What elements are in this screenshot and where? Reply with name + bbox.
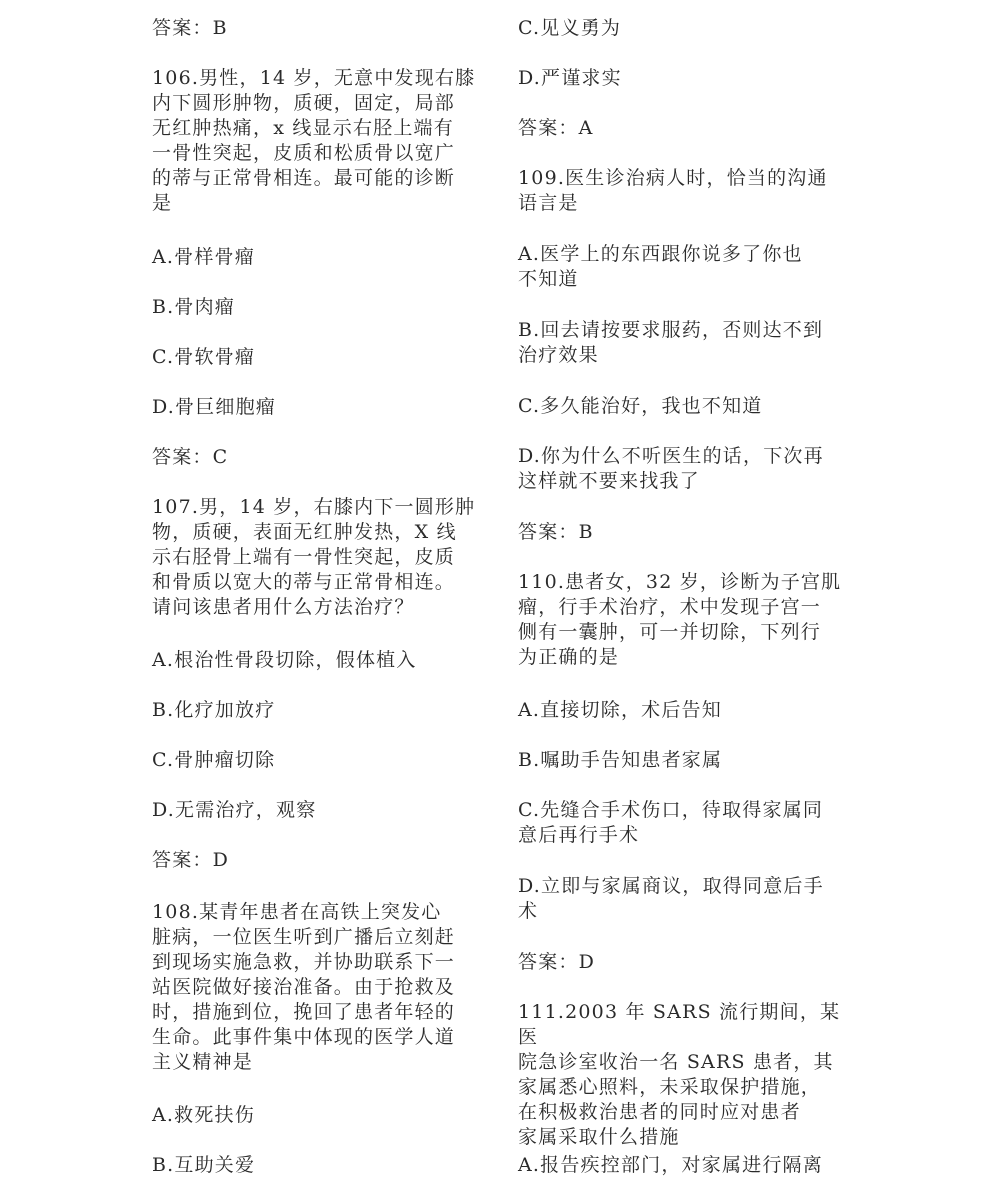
answer-106: 答案：C bbox=[152, 446, 229, 468]
answer-107: 答案：D bbox=[152, 849, 230, 871]
option-106-a: A.骨样骨瘤 bbox=[152, 246, 255, 268]
option-107-d: D.无需治疗，观察 bbox=[152, 799, 317, 821]
question-110: 110.患者女，32 岁，诊断为子宫肌 瘤，行手术治疗，术中发现子宫一 侧有一囊肿，可一并切除，下列行 为正确的是 bbox=[518, 571, 842, 668]
option-111-a: A.报告疾控部门，对家属进行隔离 bbox=[518, 1154, 823, 1176]
question-108: 108.某青年患者在高铁上突发心 脏病，一位医生听到广播后立刻赶 到现场实施急救，并协助联系下一 站医院做好接治准备。由于抢救及 时，措施到位，挽回了患者年轻的 生命。此事件集中体现的医学人道 主义精神是 bbox=[152, 901, 456, 1073]
answer-108: 答案：A bbox=[518, 117, 594, 139]
answer-105: 答案：B bbox=[152, 17, 228, 39]
question-106: 106.男性，14 岁，无意中发现右膝 内下圆形肿物，质硬，固定，局部 无红肿热痛，x 线显示右胫上端有 一骨性突起，皮质和松质骨以宽广 的蒂与正常骨相连。最可能的诊断 是 bbox=[152, 67, 476, 214]
option-108-d: D.严谨求实 bbox=[518, 67, 622, 89]
option-109-d: D.你为什么不听医生的话，下次再 这样就不要来找我了 bbox=[518, 445, 824, 492]
option-110-c: C.先缝合手术伤口，待取得家属同 意后再行手术 bbox=[518, 799, 824, 846]
option-109-a: A.医学上的东西跟你说多了你也 不知道 bbox=[518, 243, 803, 290]
option-110-a: A.直接切除，术后告知 bbox=[518, 699, 722, 721]
answer-109: 答案：B bbox=[518, 521, 594, 543]
option-110-d: D.立即与家属商议，取得同意后手 术 bbox=[518, 875, 824, 922]
question-109: 109.医生诊治病人时，恰当的沟通 语言是 bbox=[518, 167, 828, 214]
option-107-c: C.骨肿瘤切除 bbox=[152, 749, 276, 771]
option-109-c: C.多久能治好，我也不知道 bbox=[518, 395, 763, 417]
option-107-a: A.根治性骨段切除，假体植入 bbox=[152, 649, 417, 671]
option-110-b: B.嘱助手告知患者家属 bbox=[518, 749, 723, 771]
option-106-b: B.骨肉瘤 bbox=[152, 296, 236, 318]
option-106-c: C.骨软骨瘤 bbox=[152, 346, 256, 368]
option-107-b: B.化疗加放疗 bbox=[152, 699, 276, 721]
option-109-b: B.回去请按要求服药，否则达不到 治疗效果 bbox=[518, 319, 824, 366]
question-107: 107.男，14 岁，右膝内下一圆形肿 物，质硬，表面无红肿发热，X 线 示右胫骨上端有一骨性突起，皮质 和骨质以宽大的蒂与正常骨相连。 请问该患者用什么方法治疗？ bbox=[152, 496, 476, 618]
question-111: 111.2003 年 SARS 流行期间，某医 院急诊室收治一名 SARS 患者，其 家属悉心照料，未采取保护措施， 在积极救治患者的同时应对患者 家属采取什么措施 bbox=[518, 1001, 841, 1148]
option-108-c: C.见义勇为 bbox=[518, 17, 622, 39]
answer-110: 答案：D bbox=[518, 951, 596, 973]
option-108-a: A.救死扶伤 bbox=[152, 1104, 255, 1126]
option-106-d: D.骨巨细胞瘤 bbox=[152, 396, 276, 418]
option-108-b: B.互助关爱 bbox=[152, 1154, 256, 1176]
